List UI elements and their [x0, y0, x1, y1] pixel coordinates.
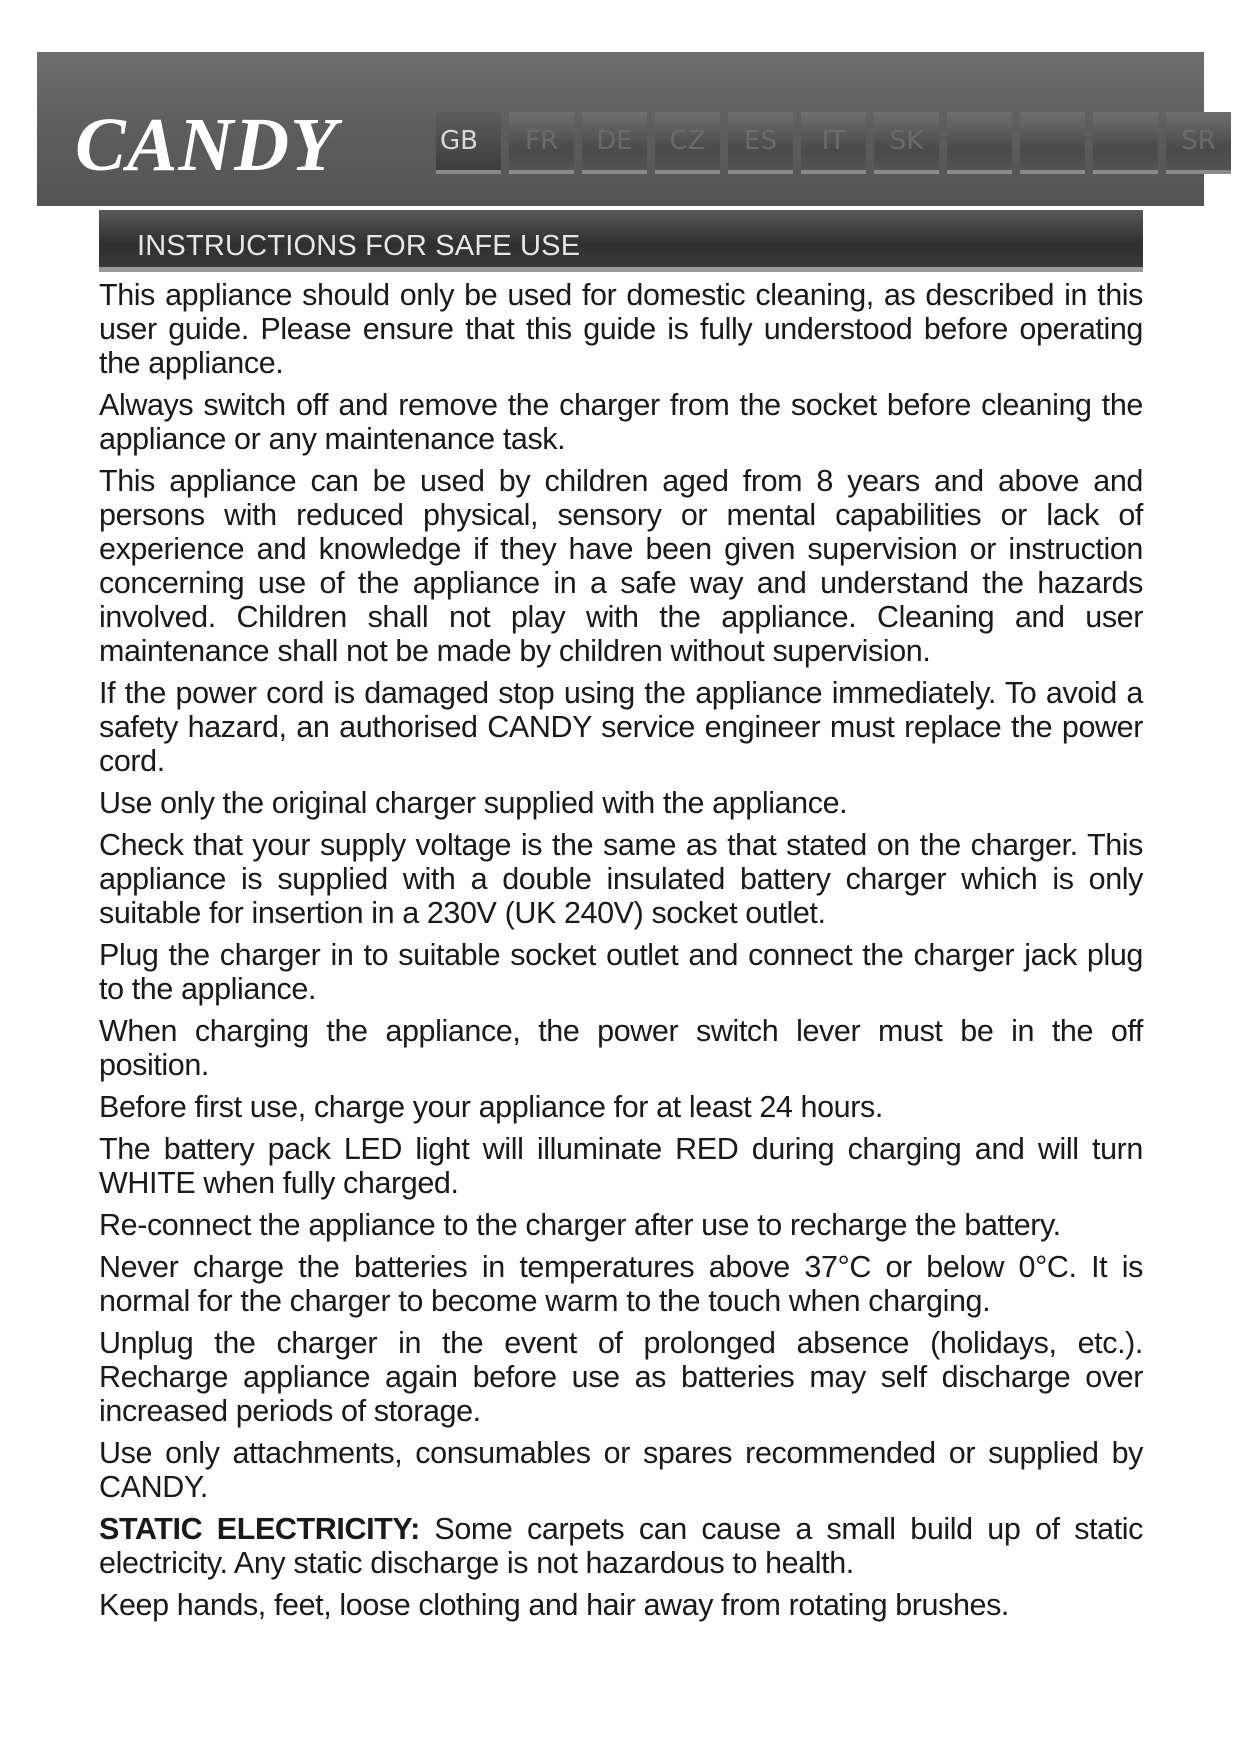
static-electricity-text: Some carpets can cause a small build up of static electricity. Any static discharge is not hazardous to health.: [99, 1512, 1143, 1580]
language-tab-label: SR: [1181, 126, 1216, 156]
language-tab-gb[interactable]: [436, 112, 501, 174]
section-header-bar: [99, 210, 1143, 272]
paragraph-domestic-use: This appliance should only be used for domestic cleaning, as described in this user guide. Please ensure that this guide is fully understood before operating the appliance.: [99, 278, 1143, 380]
language-tab-blank-2[interactable]: [1020, 112, 1085, 174]
language-tab-fr[interactable]: [509, 112, 574, 174]
language-tab-sk[interactable]: [874, 112, 939, 174]
paragraph-power-cord: If the power cord is damaged stop using the appliance immediately. To avoid a safety hazard, an authorised CANDY service engineer must replace the power cord.: [99, 676, 1143, 778]
language-tab-label: DE: [596, 126, 633, 156]
paragraph-original-charger: Use only the original charger supplied with the appliance.: [99, 786, 848, 820]
paragraph-supply-voltage: Check that your supply voltage is the same as that stated on the charger. This appliance is supplied with a double insulated battery charger which is only suitable for insertion in a 230V (UK 240V) socket outlet.: [99, 828, 1143, 930]
language-tab-blank-3[interactable]: [1093, 112, 1158, 174]
paragraph-switch-off: Always switch off and remove the charger from the socket before cleaning the appliance or any maintenance task.: [99, 388, 1143, 456]
paragraph-reconnect: Re-connect the appliance to the charger after use to recharge the battery.: [99, 1208, 1061, 1242]
paragraph-plug-charger: Plug the charger in to suitable socket outlet and connect the charger jack plug to the appliance.: [99, 938, 1143, 1006]
page-header: [37, 52, 1216, 206]
language-tab-blank-1[interactable]: [947, 112, 1012, 174]
paragraph-led-light: The battery pack LED light will illuminate RED during charging and will turn WHITE when fully charged.: [99, 1132, 1143, 1200]
language-tab-sr[interactable]: [1166, 112, 1231, 174]
paragraph-static-electricity: [99, 1512, 1143, 1580]
instructions-body: [99, 278, 1143, 1630]
language-tab-label: FR: [524, 126, 559, 156]
section-title: INSTRUCTIONS FOR SAFE USE: [137, 230, 581, 262]
paragraph-temperature: Never charge the batteries in temperatures above 37°C or below 0°C. It is normal for the charger to become warm to the touch when charging.: [99, 1250, 1143, 1318]
paragraph-children: This appliance can be used by children aged from 8 years and above and persons with reduced physical, sensory or mental capabilities or lack of experience and knowledge if they have been given supervision or instruction concerning use of the appliance in a safe way and understand the hazards involved. Children shall not play with the appliance. Cleaning and user maintenance shall not be made by children without supervision.: [99, 464, 1143, 668]
static-electricity-label: STATIC ELECTRICITY:: [99, 1512, 420, 1546]
language-tab-cz[interactable]: [655, 112, 720, 174]
language-tabs: [436, 112, 1231, 178]
language-tab-label: GB: [440, 126, 478, 156]
language-tab-label: SK: [889, 126, 924, 156]
language-tab-es[interactable]: [728, 112, 793, 174]
paragraph-unplug: Unplug the charger in the event of prolonged absence (holidays, etc.). Recharge appliance again before use as batteries may self discharge over increased periods of storage.: [99, 1326, 1143, 1428]
language-tab-label: IT: [821, 126, 846, 156]
brand-logo-text: CANDY: [75, 103, 338, 180]
language-tab-label: CZ: [669, 126, 706, 156]
language-tab-de[interactable]: [582, 112, 647, 174]
paragraph-rotating-brushes: Keep hands, feet, loose clothing and hair away from rotating brushes.: [99, 1588, 1009, 1622]
paragraph-first-use: Before first use, charge your appliance for at least 24 hours.: [99, 1090, 883, 1124]
paragraph-attachments: Use only attachments, consumables or spares recommended or supplied by CANDY.: [99, 1436, 1143, 1504]
paragraph-power-switch: When charging the appliance, the power switch lever must be in the off position.: [99, 1014, 1143, 1082]
language-tab-label: ES: [744, 126, 777, 156]
candy-logo: [75, 100, 435, 180]
language-tab-it[interactable]: [801, 112, 866, 174]
